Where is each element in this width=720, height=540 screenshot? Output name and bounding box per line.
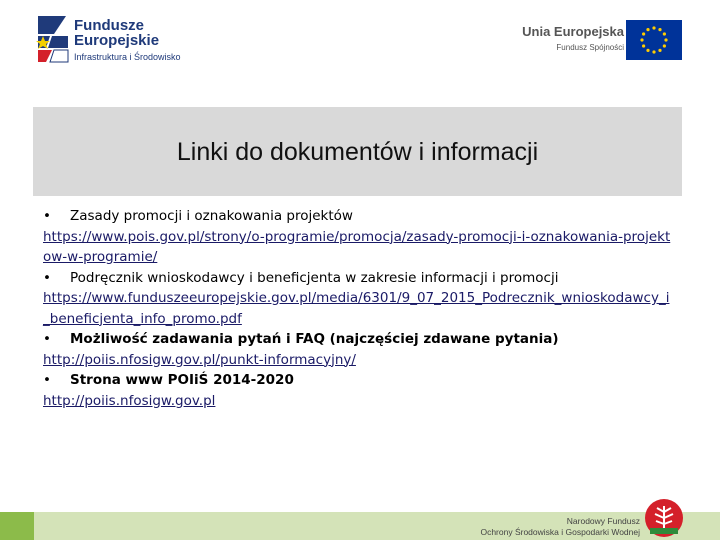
eu-logo-title: Unia Europejska bbox=[522, 24, 624, 39]
nfosigw-logo bbox=[474, 498, 684, 540]
bullet-icon: • bbox=[43, 208, 51, 224]
item-label: Strona www POIiŚ 2014-2020 bbox=[70, 372, 294, 388]
eu-star-icon bbox=[658, 28, 661, 31]
page-title: Linki do dokumentów i informacji bbox=[176, 138, 539, 166]
title-band bbox=[33, 107, 682, 196]
bullet-icon: • bbox=[43, 372, 51, 388]
eu-star-icon bbox=[646, 49, 649, 52]
list-item bbox=[43, 329, 675, 370]
item-label: Podręcznik wnioskodawcy i beneficjenta w zakresie informacji i promocji bbox=[70, 269, 559, 286]
item-link[interactable]: http://poiis.nfosigw.gov.pl bbox=[43, 392, 216, 409]
item-label: Zasady promocji i oznakowania projektów bbox=[70, 208, 353, 224]
eu-star-icon bbox=[664, 38, 667, 41]
eu-star-icon bbox=[652, 26, 655, 29]
fe-logo-subtitle: Infrastruktura i Środowisko bbox=[74, 52, 181, 62]
item-link[interactable]: https://www.pois.gov.pl/strony/o-programie/promocja/zasady-promocji-i-oznakowania-projektow-w-programie/ bbox=[43, 228, 671, 265]
eu-star-icon bbox=[663, 32, 666, 35]
eu-star-icon bbox=[642, 44, 645, 47]
eu-star-icon bbox=[646, 28, 649, 31]
footer-logo-line1: Narodowy Fundusz bbox=[566, 516, 640, 526]
link-list bbox=[43, 206, 675, 411]
fundusze-europejskie-logo bbox=[36, 14, 216, 66]
fe-logo-line1: Fundusze bbox=[74, 17, 144, 34]
item-label: Możliwość zadawania pytań i FAQ (najczęściej zdawane pytania) bbox=[70, 331, 559, 347]
unia-europejska-logo bbox=[508, 20, 682, 62]
footer-logo-line2: Ochrony Środowiska i Gospodarki Wodnej bbox=[480, 527, 640, 537]
bullet-icon: • bbox=[43, 331, 51, 347]
list-item bbox=[43, 206, 675, 268]
nfosigw-mark-icon bbox=[644, 498, 684, 538]
item-link[interactable]: http://poiis.nfosigw.gov.pl/punkt-informacyjny/ bbox=[43, 351, 356, 368]
eu-star-icon bbox=[652, 50, 655, 53]
list-item bbox=[43, 370, 675, 411]
eu-star-icon bbox=[663, 44, 666, 47]
eu-star-icon bbox=[642, 32, 645, 35]
eu-star-icon bbox=[640, 38, 643, 41]
fe-logo-line2: Europejskie bbox=[74, 32, 160, 49]
bullet-icon: • bbox=[43, 269, 51, 286]
list-item bbox=[43, 268, 675, 330]
eu-flag-icon bbox=[626, 20, 682, 60]
fundusze-europejskie-mark-icon bbox=[36, 14, 70, 64]
footer-accent bbox=[0, 512, 34, 540]
eu-logo-subtitle: Fundusz Spójności bbox=[556, 43, 624, 52]
eu-star-icon bbox=[658, 49, 661, 52]
item-link[interactable]: https://www.funduszeeuropejskie.gov.pl/media/6301/9_07_2015_Podrecznik_wnioskodawcy_i_beneficjenta_info_promo.pdf bbox=[43, 290, 670, 327]
